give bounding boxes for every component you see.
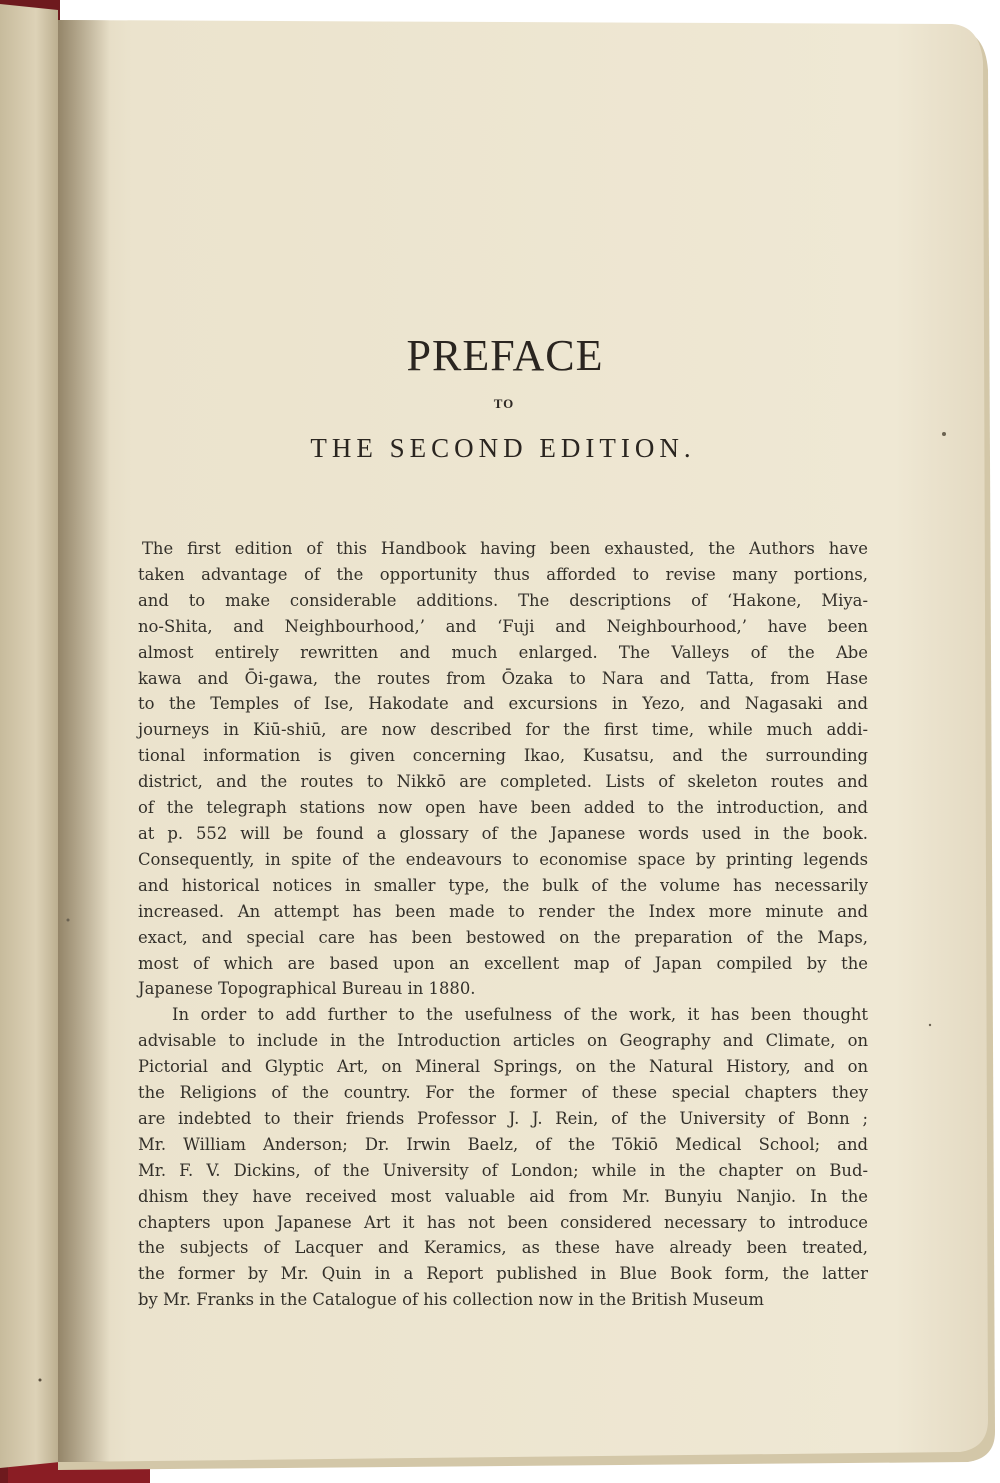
paragraph [138,536,868,1002]
text-line: most of which are based upon an excellent map of Japan compiled by the [138,953,868,973]
text-line: to the Temples of Ise, Hakodate and excursions in Yezo, and Nagasaki and [138,694,868,714]
text-line: no-Shita, and Neighbourhood,’ and ‘Fuji and Neighbourhood,’ have been [138,616,868,636]
page-title: PREFACE [406,331,604,380]
text-line: the Religions of the country. For the former of these special chapters they [138,1083,868,1103]
text-line: increased. An attempt has been made to render the Index more minute and [138,901,868,921]
text-line: almost entirely rewritten and much enlarged. The Valleys of the Abe [138,642,868,662]
paragraph [138,1002,868,1313]
paragraph-container [138,536,868,1313]
text-line: In order to add further to the usefulness of the work, it has been thought [172,1005,868,1025]
preface-body [138,536,868,1313]
text-line: exact, and special care has been bestowed on the preparation of the Maps, [138,927,868,947]
text-line: chapters upon Japanese Art it has not been considered necessary to introduce [138,1212,868,1232]
text-line: journeys in Kiū-shiū, are now described for the first time, while much addi- [138,720,868,740]
text-line: are indebted to their friends Professor J. J. Rein, of the University of Bonn ; [138,1108,868,1128]
text-line: district, and the routes to Nikkō are completed. Lists of skeleton routes and [138,772,868,792]
text-line: kawa and Ōi-gawa, the routes from Ōzaka to Nara and Tatta, from Hase [138,668,868,688]
text-line: tional information is given concerning Ikao, Kusatsu, and the surrounding [138,746,868,766]
text-line: dhism they have received most valuable aid from Mr. Bunyiu Nanjio. In the [138,1186,868,1206]
text-line: Mr. F. V. Dickins, of the University of London; while in the chapter on Bud- [138,1160,868,1180]
text-line: the former by Mr. Quin in a Report published in Blue Book form, the latter [138,1264,868,1284]
title-connector: TO [493,396,515,411]
text-line: at p. 552 will be found a glossary of the Japanese words used in the book. [138,823,868,843]
text-line: Japanese Topographical Bureau in 1880. [138,979,476,999]
text-line: and historical notices in smaller type, the bulk of the volume has necessarily [138,875,868,895]
text-line: Consequently, in spite of the endeavours to economise space by printing legends [138,849,868,869]
text-line: by Mr. Franks in the Catalogue of his collection now in the British Museum [138,1290,764,1310]
text-line: The first edition of this Handbook having been exhausted, the Authors have [142,539,868,558]
text-line: the subjects of Lacquer and Keramics, as these have already been treated, [138,1238,868,1258]
text-line: Pictorial and Glyptic Art, on Mineral Springs, on the Natural History, and on [138,1057,868,1077]
text-line: of the telegraph stations now open have been added to the introduction, and [138,798,868,818]
text-line: and to make considerable additions. The descriptions of ‘Hakone, Miya- [138,590,868,610]
page-subtitle: THE SECOND EDITION. [310,433,696,463]
text-line: Mr. William Anderson; Dr. Irwin Baelz, of the Tōkiō Medical School; and [138,1134,868,1154]
text-line: advisable to include in the Introduction articles on Geography and Climate, on [138,1031,868,1051]
text-line: taken advantage of the opportunity thus afforded to revise many portions, [138,564,868,584]
